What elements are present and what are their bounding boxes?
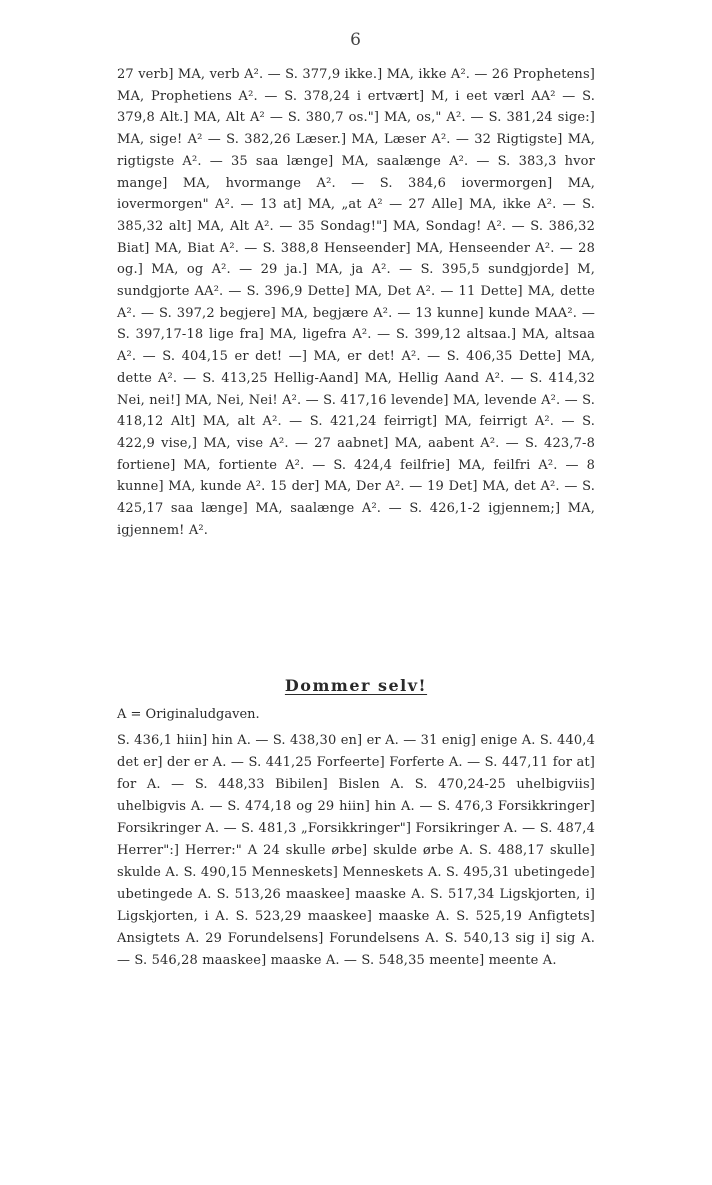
section-title: Dommer selv! xyxy=(284,676,428,695)
page-number: 6 xyxy=(350,30,362,50)
main-text-block xyxy=(117,64,595,541)
section-text-block xyxy=(117,730,595,972)
section-text-paragraph: S. 436,1 hiin] hin A. — S. 438,30 en] er A. — 31 enig] enige A. S. 440,4 det er] der er A. — S. 441,25 Forfeerte] Forferte A. — S. 447,11 for at] for A. — S. 448,33 Bibilen] Bislen A. S. 470,24-25 uhelbigviis] uhelbigvis A. — S. 474,18 og 29 hiin] hin A. — S. 476,3 Forsikkringer] Forsikringer A. — S. 481,3 „Forsikkringer"] Forsikringer A. — S. 487,4 Herrer":] Herrer:" A 24 skulle ørbe] skulde ørbe A. S. 488,17 skulle] skulde A. S. 490,15 Menneskets] Menneskets A. S. 495,31 ubetingede] ubetingede A. S. 513,26 maaskee] maaske A. S. 517,34 Ligskjorten, i] Ligskjorten, i A. S. 523,29 maaskee] maaske A. S. 525,19 Anfigtets] Ansigtets A. 29 Forundelsens] Forundelsens A. S. 540,13 sig i] sig A. — S. 546,28 maaskee] maaske A. — S. 548,35 meente] meente A. xyxy=(117,733,595,968)
abbreviation-text: A = Originaludgaven. xyxy=(117,707,260,722)
main-text-paragraph: 27 verb] MA, verb A². — S. 377,9 ikke.] MA, ikke A². — 26 Prophetens] MA, Prophetiens A². — S. 378,24 i ertvært] M, i eet værl AA² — S. 379,8 Alt.] MA, Alt A² — S. 380,7 os."] MA, os," A². — S. 381,24 sige:] MA, sige! A² — S. 382,26 Læser.] MA, Læser A². — 32 Rigtigste] MA, rigtigste A². — 35 saa længe] MA, saalænge A². — S. 383,3 hvor mange] MA, hvormange A². — S. 384,6 iovermorgen] MA, iovermorgen" A². — 13 at] MA, „at A² — 27 Alle] MA, ikke A². — S. 385,32 alt] MA, Alt A². — 35 Sondag!"] MA, Sondag! A². — S. 386,32 Biat] MA, Biat A². — S. 388,8 Henseender] MA, Henseender A². — 28 og.] MA, og A². — 29 ja.] MA, ja A². — S. 395,5 sundgjorde] M, sundgjorte AA². — S. 396,9 Dette] MA, Det A². — 11 Dette] MA, dette A². — S. 397,2 begjere] MA, begjære A². — 13 kunne] kunde MAA². — S. 397,17-18 lige fra] MA, ligefra A². — S. 399,12 altsaa.] MA, altsaa A². — S. 404,15 er det! —] MA, er det! A². — S. 406,35 Dette] MA, dette A². — S. 413,25 Hellig-Aand] MA, Hellig Aand A². — S. 414,32 Nei, nei!] MA, Nei, Nei! A². — S. 417,16 levende] MA, levende A². — S. 418,12 Alt] MA, alt A². — S. 421,24 feirrigt] MA, feirrigt A². — S. 422,9 vise,] MA, vise A². — 27 aabnet] MA, aabent A². — S. 423,7-8 fortiene] MA, fortiente A². — S. 424,4 feilfrie] MA, feilfri A². — 8 kunne] MA, kunde A². 15 der] MA, Der A². — 19 Det] MA, det A². — S. 425,17 saa længe] MA, saalænge A². — S. 426,1-2 igjennem;] MA, igjennem! A². xyxy=(117,67,595,538)
abbreviation-note xyxy=(117,704,595,726)
